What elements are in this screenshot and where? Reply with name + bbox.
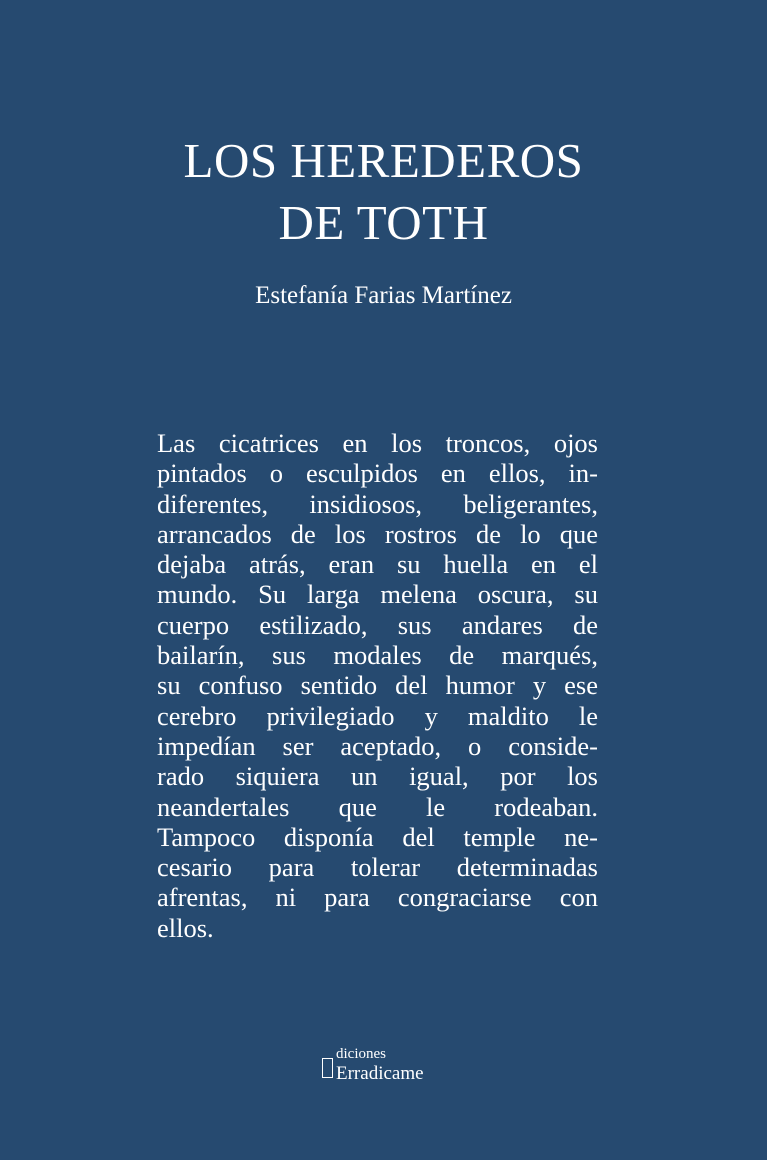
blurb-line: bailarín, sus modales de marqués, <box>157 640 598 671</box>
blurb-line: mundo. Su larga melena oscura, su <box>157 579 598 610</box>
blurb-line: su confuso sentido del humor y ese <box>157 670 598 701</box>
blurb-line: Tampoco disponía del temple ne- <box>157 821 598 852</box>
title-line: LOS HEREDEROS <box>183 133 584 188</box>
blurb-line: Las cicatrices en los troncos, ojos <box>157 428 598 458</box>
blurb-line: rado siquiera un igual, por los <box>157 761 598 792</box>
blurb-line: cuerpo estilizado, sus andares de <box>157 609 598 640</box>
blurb-line: neandertales que le rodeaban. <box>157 791 598 822</box>
author-name: Estefanía Farias Martínez <box>255 282 512 309</box>
logo-line1: diciones <box>336 1046 386 1062</box>
blurb-text <box>157 428 598 943</box>
blurb-line: afrentas, ni para congraciarse con <box>157 882 598 913</box>
title-line: DE TOTH <box>278 195 489 250</box>
blurb-line: diferentes, insidiosos, beligerantes, <box>157 488 598 519</box>
blurb-line: pintados o esculpidos en ellos, in- <box>157 458 598 489</box>
blurb-line: arrancados de los rostros de lo que <box>157 518 598 549</box>
blurb-line: dejaba atrás, eran su huella en el <box>157 549 598 580</box>
logo-line2: Erradicame <box>336 1063 424 1084</box>
logo-box-icon <box>322 1058 333 1078</box>
blurb-line: cerebro privilegiado y maldito le <box>157 700 598 731</box>
blurb-line: cesario para tolerar determinadas <box>157 852 598 883</box>
book-title <box>0 130 767 254</box>
publisher-logo <box>322 1046 442 1086</box>
blurb-line: ellos. <box>157 912 214 943</box>
blurb-line: impedían ser aceptado, o conside- <box>157 730 598 761</box>
